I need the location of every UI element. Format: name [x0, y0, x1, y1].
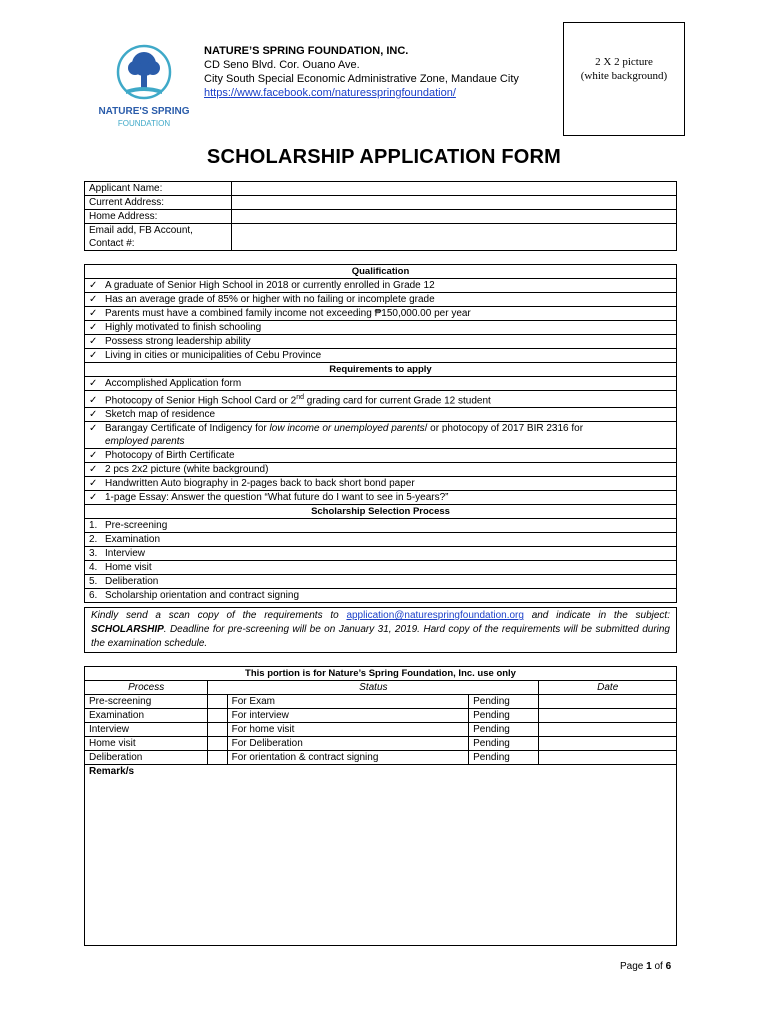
check-icon: ✓: [89, 322, 98, 333]
address-line-1: CD Seno Blvd. Cor. Ouano Ave.: [204, 59, 360, 71]
list-item: ✓ 2 pcs 2x2 picture (white background): [85, 463, 677, 477]
remarks-label: Remark/s: [89, 766, 135, 777]
list-item: 6. Scholarship orientation and contract signing: [85, 589, 677, 603]
table-row: [85, 182, 677, 196]
office-use-table: [84, 666, 677, 946]
list-item: ✓ 1-page Essay: Answer the question “What future do I want to see in 5-years?”: [85, 491, 677, 505]
result-cell: Pending: [469, 737, 539, 751]
contact-field[interactable]: [232, 224, 677, 251]
status-checkbox[interactable]: [208, 723, 227, 737]
list-item: ✓ Handwritten Auto biography in 2-pages back to back short bond paper: [85, 477, 677, 491]
applicant-name-label: Applicant Name:: [85, 182, 232, 196]
photo-size-label: 2 X 2 picture: [595, 56, 653, 68]
foundation-logo: [98, 44, 190, 134]
svg-text:FOUNDATION: FOUNDATION: [117, 119, 171, 128]
organization-info: [204, 44, 519, 100]
address-line-2: City South Special Economic Administrative Zone, Mandaue City: [204, 73, 519, 85]
table-row: [85, 210, 677, 224]
list-item: ✓ Barangay Certificate of Indigency for low income or unemployed parents/ or photocopy of 2017 BIR 2316 for employed parents: [85, 422, 677, 449]
process-cell: Home visit: [85, 737, 208, 751]
qualification-table: [84, 264, 677, 603]
list-item: 1. Pre-screening: [85, 519, 677, 533]
list-item: 3. Interview: [85, 547, 677, 561]
svg-text:NATURE'S SPRING: NATURE'S SPRING: [98, 106, 190, 117]
organization-name: NATURE’S SPRING FOUNDATION, INC.: [204, 45, 409, 57]
home-address-label: Home Address:: [85, 210, 232, 224]
process-cell: Deliberation: [85, 751, 208, 765]
applicant-info-table: [84, 181, 677, 251]
form-title: SCHOLARSHIP APPLICATION FORM: [206, 146, 562, 168]
list-item: ✓ Photocopy of Senior High School Card or 2nd grading card for current Grade 12 student: [85, 391, 677, 408]
col-status: Status: [208, 681, 539, 695]
requirements-heading: Requirements to apply: [85, 363, 677, 377]
check-icon: ✓: [89, 280, 98, 291]
status-cell: For Exam: [227, 695, 468, 709]
result-cell: Pending: [469, 709, 539, 723]
page-number: Page 1 of 6: [620, 961, 672, 972]
home-address-field[interactable]: [232, 210, 677, 224]
status-cell: For home visit: [227, 723, 468, 737]
table-header-row: [85, 681, 677, 695]
check-icon: ✓: [89, 478, 98, 490]
list-item: ✓ Accomplished Application form: [85, 377, 677, 391]
list-item: ✓ Highly motivated to finish schooling: [85, 321, 677, 335]
result-cell: Pending: [469, 723, 539, 737]
check-icon: ✓: [89, 409, 98, 421]
remarks-field[interactable]: [85, 765, 677, 946]
list-item: 2. Examination: [85, 533, 677, 547]
table-row: [85, 737, 677, 751]
list-item: ✓ A graduate of Senior High School in 2018 or currently enrolled in Grade 12: [85, 279, 677, 293]
check-icon: ✓: [89, 336, 98, 347]
list-item: ✓ Sketch map of residence: [85, 408, 677, 422]
status-cell: For interview: [227, 709, 468, 723]
status-cell: For Deliberation: [227, 737, 468, 751]
date-cell[interactable]: [539, 695, 677, 709]
facebook-link[interactable]: https://www.facebook.com/naturesspringfoundation/: [204, 87, 456, 99]
contact-label-line-2: Contact #:: [89, 238, 135, 249]
list-item: 4. Home visit: [85, 561, 677, 575]
check-icon: ✓: [89, 350, 98, 361]
check-icon: ✓: [89, 294, 98, 305]
process-cell: Interview: [85, 723, 208, 737]
status-checkbox[interactable]: [208, 695, 227, 709]
process-cell: Examination: [85, 709, 208, 723]
table-row: [85, 224, 677, 251]
check-icon: ✓: [89, 395, 98, 407]
list-item: ✓ Photocopy of Birth Certificate: [85, 449, 677, 463]
list-item: 5. Deliberation: [85, 575, 677, 589]
office-use-heading: This portion is for Nature’s Spring Foundation, Inc. use only: [85, 667, 677, 681]
photo-background-label: (white background): [580, 70, 668, 82]
selection-heading: Scholarship Selection Process: [85, 505, 677, 519]
table-row: [85, 196, 677, 210]
col-process: Process: [85, 681, 208, 695]
contact-label: [85, 224, 232, 251]
check-icon: ✓: [89, 378, 98, 389]
status-checkbox[interactable]: [208, 751, 227, 765]
contact-label-line-1: Email add, FB Account,: [89, 225, 193, 236]
check-icon: ✓: [89, 308, 98, 319]
status-checkbox[interactable]: [208, 709, 227, 723]
list-item: ✓ Has an average grade of 85% or higher with no failing or incomplete grade: [85, 293, 677, 307]
col-date: Date: [539, 681, 677, 695]
list-item: ✓ Living in cities or municipalities of Cebu Province: [85, 349, 677, 363]
submission-note: Kindly send a scan copy of the requirements to application@naturespringfoundation.org and indicate in the subject: SCHOLARSHIP. Deadline for pre-screening will be on January 31, 2019. Hard copy of the requirements will be submitted during the examination schedule.: [84, 607, 677, 653]
table-row: [85, 765, 677, 946]
table-row: [85, 723, 677, 737]
qualification-heading: Qualification: [85, 265, 677, 279]
date-cell[interactable]: [539, 723, 677, 737]
photo-placeholder: [563, 22, 685, 136]
current-address-label: Current Address:: [85, 196, 232, 210]
check-icon: ✓: [89, 450, 98, 462]
result-cell: Pending: [469, 751, 539, 765]
table-row: [85, 695, 677, 709]
result-cell: Pending: [469, 695, 539, 709]
current-address-field[interactable]: [232, 196, 677, 210]
table-row: [85, 709, 677, 723]
table-row: [85, 751, 677, 765]
application-email-link[interactable]: application@naturespringfoundation.org: [346, 610, 524, 621]
list-item: ✓ Parents must have a combined family income not exceeding ₱150,000.00 per year: [85, 307, 677, 321]
date-cell[interactable]: [539, 709, 677, 723]
check-icon: ✓: [89, 464, 98, 476]
status-checkbox[interactable]: [208, 737, 227, 751]
date-cell[interactable]: [539, 751, 677, 765]
process-cell: Pre-screening: [85, 695, 208, 709]
applicant-name-field[interactable]: [232, 182, 677, 196]
check-icon: ✓: [89, 492, 98, 504]
check-icon: ✓: [89, 423, 98, 435]
status-cell: For orientation & contract signing: [227, 751, 468, 765]
date-cell[interactable]: [539, 737, 677, 751]
list-item: ✓ Possess strong leadership ability: [85, 335, 677, 349]
